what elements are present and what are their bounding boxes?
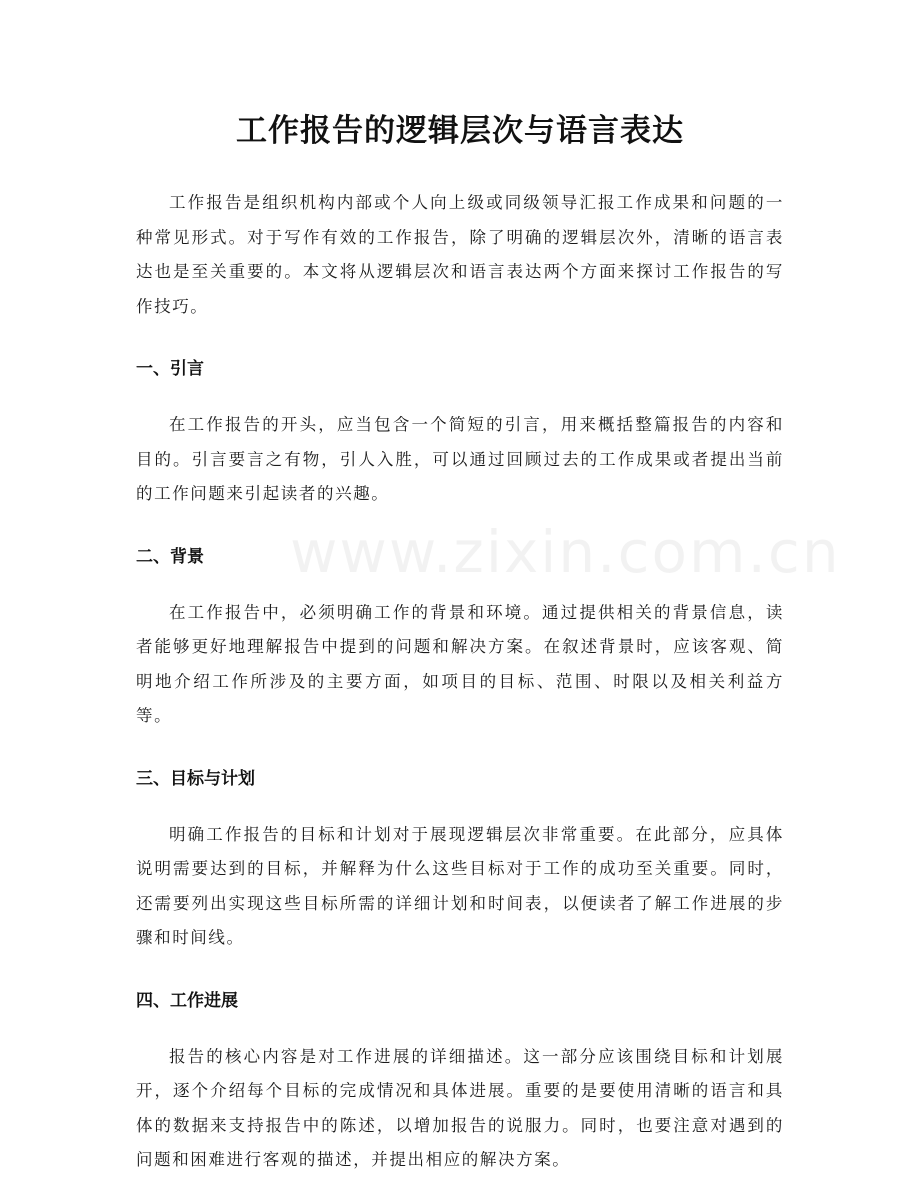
section-heading-goals-plans: 三、目标与计划 (136, 768, 255, 789)
section-heading-background: 二、背景 (136, 546, 204, 567)
section-body-introduction: 在工作报告的开头，应当包含一个简短的引言，用来概括整篇报告的内容和目的。引言要言之有物，引人入胜，可以通过回顾过去的工作成果或者提出当前的工作问题来引起读者的兴趣。 (136, 415, 784, 503)
section-heading-progress: 四、工作进展 (136, 990, 238, 1011)
intro-paragraph: 工作报告是组织机构内部或个人向上级或同级领导汇报工作成果和问题的一种常见形式。对于写作有效的工作报告，除了明确的逻辑层次外，清晰的语言表达也是至关重要的。本文将从逻辑层次和语言表达两个方面来探讨工作报告的写作技巧。 (136, 193, 784, 316)
watermark: www.zixin.com.cn (290, 518, 841, 586)
page-title: 工作报告的逻辑层次与语言表达 (236, 113, 684, 149)
section-body-goals-plans: 明确工作报告的目标和计划对于展现逻辑层次非常重要。在此部分，应具体说明需要达到的目标，并解释为什么这些目标对于工作的成功至关重要。同时，还需要列出实现这些目标所需的详细计划和时间表，以便读者了解工作进展的步骤和时间线。 (136, 824, 784, 947)
section-heading-introduction: 一、引言 (136, 359, 204, 379)
section-body-progress: 报告的核心内容是对工作进展的详细描述。这一部分应该围绕目标和计划展开，逐个介绍每个目标的完成情况和具体进展。重要的是要使用清晰的语言和具体的数据来支持报告中的陈述，以增加报告的说服力。同时，也要注意对遇到的问题和困难进行客观的描述，并提出相应的解决方案。 (136, 1046, 784, 1169)
section-body-background: 在工作报告中，必须明确工作的背景和环境。通过提供相关的背景信息，读者能够更好地理解报告中提到的问题和解决方案。在叙述背景时，应该客观、简明地介绍工作所涉及的主要方面，如项目的目标、范围、时限以及相关利益方等。 (136, 602, 784, 725)
